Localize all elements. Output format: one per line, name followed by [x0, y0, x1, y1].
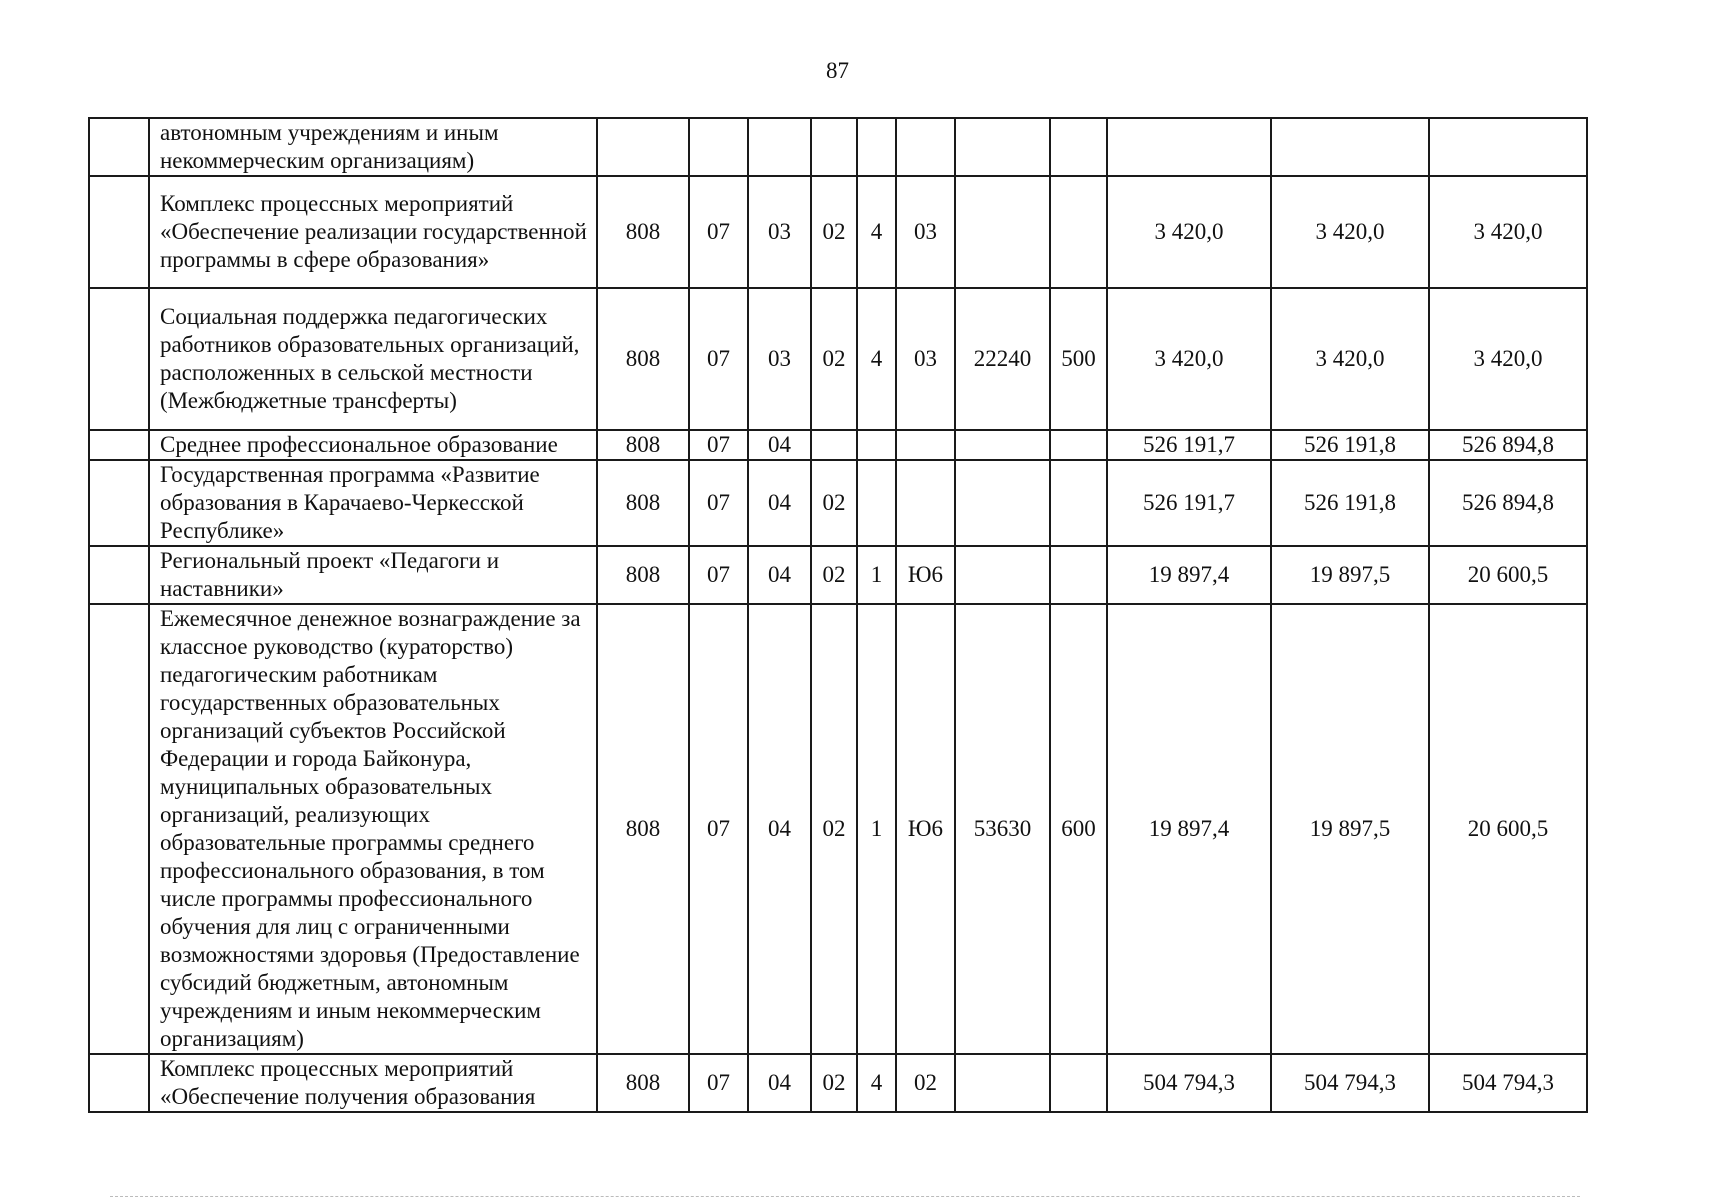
structural-element-cell: 03	[896, 176, 955, 288]
amount-year1-cell: 3 420,0	[1107, 288, 1271, 430]
section-code-cell: 07	[689, 604, 748, 1054]
direction-code-cell	[955, 1054, 1050, 1112]
table-row	[89, 176, 1587, 288]
subsection-code-cell: 04	[748, 460, 811, 546]
subsection-code-cell: 04	[748, 430, 811, 460]
amount-year3-cell: 20 600,5	[1429, 546, 1587, 604]
amount-year1-cell: 526 191,7	[1107, 430, 1271, 460]
number-cell	[89, 288, 149, 430]
number-cell	[89, 176, 149, 288]
element-type-cell: 4	[857, 288, 896, 430]
amount-year2-cell: 19 897,5	[1271, 604, 1429, 1054]
program-code-cell: 02	[811, 604, 857, 1054]
ministry-code-cell	[597, 118, 689, 176]
expense-type-cell: 500	[1050, 288, 1107, 430]
expense-type-cell: 600	[1050, 604, 1107, 1054]
structural-element-cell	[896, 430, 955, 460]
ministry-code-cell: 808	[597, 604, 689, 1054]
section-code-cell: 07	[689, 460, 748, 546]
element-type-cell	[857, 118, 896, 176]
structural-element-cell: 02	[896, 1054, 955, 1112]
section-code-cell: 07	[689, 546, 748, 604]
expense-type-cell	[1050, 118, 1107, 176]
direction-code-cell: 22240	[955, 288, 1050, 430]
subsection-code-cell: 04	[748, 604, 811, 1054]
number-cell	[89, 460, 149, 546]
direction-code-cell	[955, 430, 1050, 460]
table-row	[89, 546, 1587, 604]
amount-year2-cell	[1271, 118, 1429, 176]
structural-element-cell	[896, 118, 955, 176]
structural-element-cell	[896, 460, 955, 546]
table-row	[89, 460, 1587, 546]
structural-element-cell: 03	[896, 288, 955, 430]
number-cell	[89, 604, 149, 1054]
amount-year2-cell: 504 794,3	[1271, 1054, 1429, 1112]
expense-type-cell	[1050, 460, 1107, 546]
amount-year3-cell: 504 794,3	[1429, 1054, 1587, 1112]
amount-year3-cell: 3 420,0	[1429, 176, 1587, 288]
direction-code-cell	[955, 118, 1050, 176]
item-name-cell: Государственная программа «Развитие образования в Карачаево-Черкесской Республике»	[149, 460, 597, 546]
item-name-cell: Региональный проект «Педагоги и наставники»	[149, 546, 597, 604]
table-row	[89, 604, 1587, 1054]
item-name-cell: Среднее профессиональное образование	[149, 430, 597, 460]
element-type-cell	[857, 460, 896, 546]
section-code-cell: 07	[689, 176, 748, 288]
item-name-cell: Социальная поддержка педагогических работников образовательных организаций, расположенных в сельской местности (Межбюджетные трансферты)	[149, 288, 597, 430]
element-type-cell: 1	[857, 546, 896, 604]
expense-type-cell	[1050, 1054, 1107, 1112]
section-code-cell: 07	[689, 1054, 748, 1112]
section-code-cell: 07	[689, 430, 748, 460]
amount-year2-cell: 3 420,0	[1271, 176, 1429, 288]
element-type-cell: 4	[857, 1054, 896, 1112]
ministry-code-cell: 808	[597, 1054, 689, 1112]
direction-code-cell	[955, 546, 1050, 604]
amount-year3-cell: 526 894,8	[1429, 460, 1587, 546]
amount-year2-cell: 526 191,8	[1271, 460, 1429, 546]
subsection-code-cell	[748, 118, 811, 176]
subsection-code-cell: 03	[748, 176, 811, 288]
element-type-cell: 1	[857, 604, 896, 1054]
direction-code-cell	[955, 460, 1050, 546]
amount-year3-cell: 3 420,0	[1429, 288, 1587, 430]
program-code-cell	[811, 430, 857, 460]
subsection-code-cell: 04	[748, 1054, 811, 1112]
amount-year1-cell: 504 794,3	[1107, 1054, 1271, 1112]
amount-year3-cell: 526 894,8	[1429, 430, 1587, 460]
budget-table	[88, 117, 1588, 1113]
ministry-code-cell: 808	[597, 430, 689, 460]
program-code-cell: 02	[811, 1054, 857, 1112]
table-row	[89, 118, 1587, 176]
program-code-cell: 02	[811, 460, 857, 546]
page-number: 87	[826, 58, 849, 83]
expense-type-cell	[1050, 176, 1107, 288]
ministry-code-cell: 808	[597, 546, 689, 604]
program-code-cell: 02	[811, 176, 857, 288]
amount-year1-cell: 19 897,4	[1107, 546, 1271, 604]
direction-code-cell: 53630	[955, 604, 1050, 1054]
amount-year2-cell: 19 897,5	[1271, 546, 1429, 604]
amount-year1-cell: 526 191,7	[1107, 460, 1271, 546]
table-row	[89, 288, 1587, 430]
amount-year1-cell	[1107, 118, 1271, 176]
page-bottom-divider	[110, 1196, 1580, 1197]
item-name-cell: Ежемесячное денежное вознаграждение за классное руководство (кураторство) педагогическим работникам государственных образовательных организаций субъектов Российской Федерации и города Байконура, муниципальных образовательных организаций, реализующих образовательные программы среднего профессионального образования, в том числе программы профессионального обучения для лиц с ограниченными возможностями здоровья (Предоставление субсидий бюджетным, автономным учреждениям и иным некоммерческим организациям)	[149, 604, 597, 1054]
structural-element-cell: Ю6	[896, 604, 955, 1054]
amount-year2-cell: 526 191,8	[1271, 430, 1429, 460]
amount-year1-cell: 19 897,4	[1107, 604, 1271, 1054]
item-name-cell: Комплекс процессных мероприятий «Обеспечение получения образования	[149, 1054, 597, 1112]
structural-element-cell: Ю6	[896, 546, 955, 604]
program-code-cell: 02	[811, 288, 857, 430]
number-cell	[89, 430, 149, 460]
number-cell	[89, 118, 149, 176]
subsection-code-cell: 03	[748, 288, 811, 430]
ministry-code-cell: 808	[597, 460, 689, 546]
amount-year1-cell: 3 420,0	[1107, 176, 1271, 288]
section-code-cell	[689, 118, 748, 176]
table-row	[89, 1054, 1587, 1112]
table-row	[89, 430, 1587, 460]
ministry-code-cell: 808	[597, 176, 689, 288]
expense-type-cell	[1050, 430, 1107, 460]
subsection-code-cell: 04	[748, 546, 811, 604]
element-type-cell	[857, 430, 896, 460]
amount-year2-cell: 3 420,0	[1271, 288, 1429, 430]
program-code-cell: 02	[811, 546, 857, 604]
program-code-cell	[811, 118, 857, 176]
expense-type-cell	[1050, 546, 1107, 604]
element-type-cell: 4	[857, 176, 896, 288]
ministry-code-cell: 808	[597, 288, 689, 430]
number-cell	[89, 546, 149, 604]
item-name-cell: Комплекс процессных мероприятий «Обеспечение реализации государственной программы в сфере образования»	[149, 176, 597, 288]
section-code-cell: 07	[689, 288, 748, 430]
amount-year3-cell	[1429, 118, 1587, 176]
amount-year3-cell: 20 600,5	[1429, 604, 1587, 1054]
item-name-cell: автономным учреждениям и иным некоммерческим организациям)	[149, 118, 597, 176]
number-cell	[89, 1054, 149, 1112]
direction-code-cell	[955, 176, 1050, 288]
